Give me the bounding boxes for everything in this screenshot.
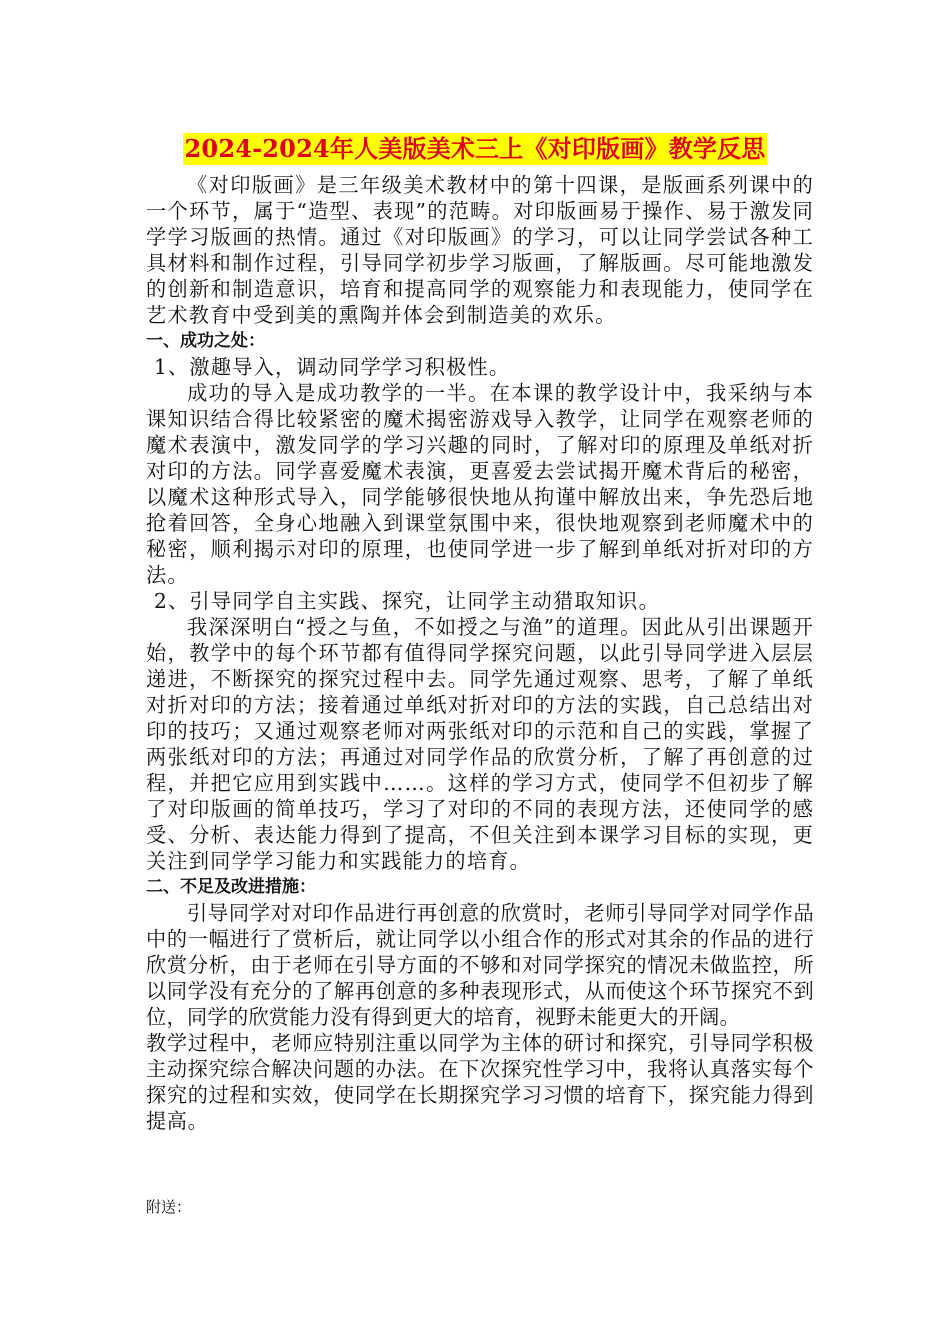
title-container bbox=[0, 133, 950, 165]
document-body bbox=[146, 172, 814, 1134]
list-item-1: 1、激趣导入，调动同学学习积极性。 bbox=[154, 355, 511, 379]
section-heading-success: 一、成功之处： bbox=[146, 331, 265, 351]
intro-paragraph: 《对印版画》是三年级美术教材中的第十四课，是版画系列课中的一个环节，属于“造型、表现”的范畴。对印版画易于操作、易于激发同学学习版画的热情。通过《对印版画》的学习，可以让同学尝试各种工具材料和制作过程，引导同学初步学习版画，了解版画。尽可能地激发的创新和制造意识，培育和提高同学的观察能力和表现能力，使同学在艺术教育中受到美的熏陶并体会到制造美的欢乐。 bbox=[146, 173, 814, 327]
paragraph-1: 成功的导入是成功教学的一半。在本课的教学设计中，我采纳与本课知识结合得比较紧密的魔术揭密游戏导入教学，让同学在观察老师的魔术表演中，激发同学的学习兴趣的同时，了解对印的原理及单纸对折对印的方法。同学喜爱魔术表演，更喜爱去尝试揭开魔术背后的秘密，以魔术这种形式导入，同学能够很快地从拘谨中解放出来，争先恐后地抢着回答，全身心地融入到课堂氛围中来，很快地观察到老师魔术中的秘密，顺利揭示对印的原理，也使同学进一步了解到单纸对折对印的方法。 bbox=[146, 381, 814, 587]
footer-note: 附送： bbox=[146, 1198, 192, 1216]
list-item-2: 2、引导同学自主实践、探究，让同学主动猎取知识。 bbox=[154, 589, 660, 613]
document-title: 2024-2024年人美版美术三上《对印版画》教学反思 bbox=[184, 134, 766, 163]
paragraph-2: 我深深明白“授之与鱼，不如授之与渔”的道理。因此从引出课题开始，教学中的每个环节都有值得同学探究问题，以此引导同学进入层层递进，不断探究的探究过程中去。同学先通过观察、思考，了解了单纸对折对印的方法；接着通过单纸对折对印的方法的实践，自己总结出对印的技巧；又通过观察老师对两张纸对印的示范和自己的实践，掌握了两张纸对印的方法；再通过对同学作品的欣赏分析，了解了再创意的过程，并把它应用到实践中……。这样的学习方式，使同学不但初步了解了对印版画的简单技巧，学习了对印的不同的表现方法，还使同学的感受、分析、表达能力得到了提高，不但关注到本课学习目标的实现，更关注到同学学习能力和实践能力的培育。 bbox=[146, 615, 814, 873]
paragraph-4: 教学过程中，老师应特别注重以同学为主体的研讨和探究，引导同学积极主动探究综合解决问题的办法。在下次探究性学习中，我将认真落实每个探究的过程和实效，使同学在长期探究学习习惯的培育下，探究能力得到提高。 bbox=[146, 1031, 814, 1133]
section-heading-improvement: 二、不足及改进措施： bbox=[146, 877, 316, 897]
paragraph-3: 引导同学对对印作品进行再创意的欣赏时，老师引导同学对同学作品中的一幅进行了赏析后，就让同学以小组合作的形式对其余的作品的进行欣赏分析，由于老师在引导方面的不够和对同学探究的情况未做监控，所以同学没有充分的了解再创意的多种表现形式，从而使这个环节探究不到位，同学的欣赏能力没有得到更大的培育，视野未能更大的开阔。 bbox=[146, 901, 814, 1029]
